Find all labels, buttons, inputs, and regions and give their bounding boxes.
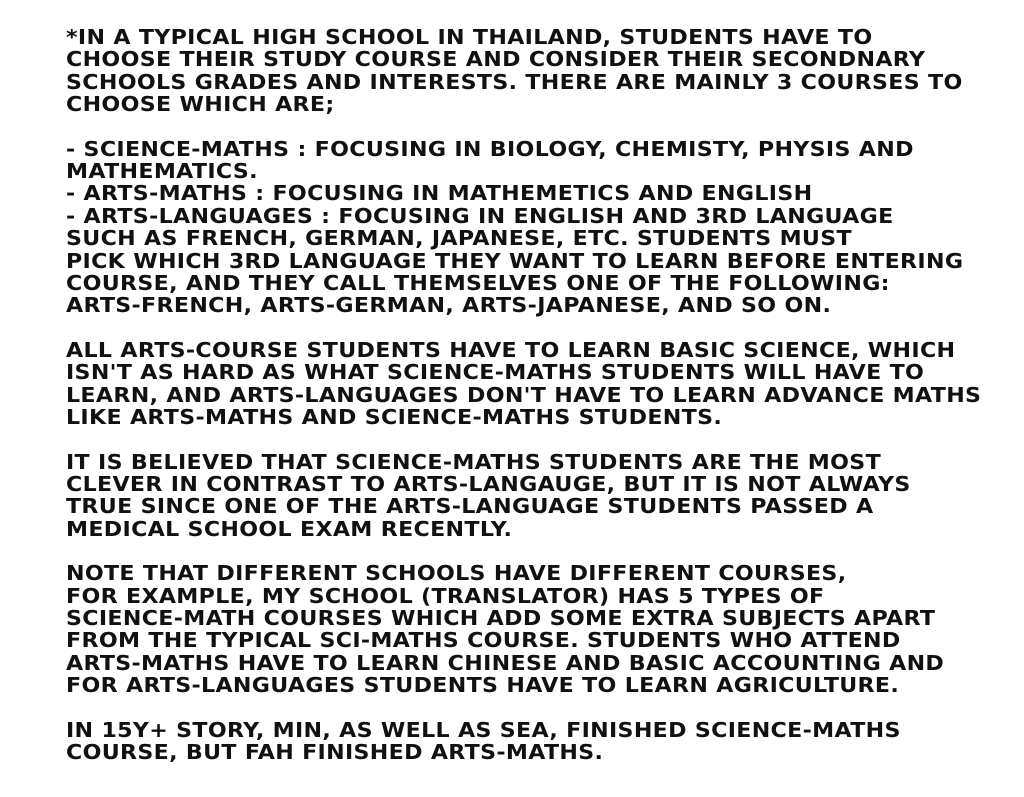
- text-line: LEARN, AND ARTS-LANGUAGES DON'T HAVE TO LEARN ADVANCE MATHS: [66, 382, 982, 407]
- paragraph-arts-science: [66, 339, 1024, 429]
- text-line: *IN A TYPICAL HIGH SCHOOL IN THAILAND, STUDENTS HAVE TO: [66, 25, 873, 49]
- text-line: IN 15Y+ STORY, MIN, AS WELL AS SEA, FINISHED SCIENCE-MATHS: [66, 717, 901, 742]
- text-line: PICK WHICH 3RD LANGUAGE THEY WANT TO LEARN BEFORE ENTERING: [66, 248, 964, 273]
- text-line: SCIENCE-MATH COURSES WHICH ADD SOME EXTRA SUBJECTS APART: [66, 605, 936, 630]
- paragraph-note: [66, 562, 1024, 696]
- text-line: NOTE THAT DIFFERENT SCHOOLS HAVE DIFFERENT COURSES,: [66, 561, 847, 586]
- text-line: MEDICAL SCHOOL EXAM RECENTLY.: [66, 516, 513, 541]
- text-line: SCHOOLS GRADES AND INTERESTS. THERE ARE MAINLY 3 COURSES TO: [66, 69, 963, 94]
- text-line: ARTS-FRENCH, ARTS-GERMAN, ARTS-JAPANESE, AND SO ON.: [66, 293, 832, 318]
- text-line: ALL ARTS-COURSE STUDENTS HAVE TO LEARN BASIC SCIENCE, WHICH: [66, 337, 956, 362]
- paragraph-belief: [66, 451, 1024, 541]
- text-line: FOR EXAMPLE, MY SCHOOL (TRANSLATOR) HAS 5 TYPES OF: [66, 583, 825, 608]
- translator-note: [66, 26, 1024, 785]
- text-line: LIKE ARTS-MATHS AND SCIENCE-MATHS STUDENTS.: [66, 405, 723, 430]
- text-line: SUCH AS FRENCH, GERMAN, JAPANESE, ETC. STUDENTS MUST: [66, 226, 852, 251]
- text-line: IT IS BELIEVED THAT SCIENCE-MATHS STUDENTS ARE THE MOST: [66, 449, 882, 474]
- paragraph-intro: [66, 26, 1024, 116]
- text-line: - SCIENCE-MATHS : FOCUSING IN BIOLOGY, CHEMISTY, PHYSIS AND: [66, 136, 914, 161]
- text-line: ARTS-MATHS HAVE TO LEARN CHINESE AND BASIC ACCOUNTING AND: [66, 650, 945, 675]
- text-line: CHOOSE THEIR STUDY COURSE AND CONSIDER THEIR SECONDNARY: [66, 47, 926, 72]
- text-line: MATHEMATICS.: [66, 159, 258, 184]
- paragraph-course-list: [66, 138, 1024, 317]
- text-line: FOR ARTS-LANGUAGES STUDENTS HAVE TO LEARN AGRICULTURE.: [66, 673, 900, 698]
- paragraph-story: [66, 719, 1024, 764]
- text-line: COURSE, AND THEY CALL THEMSELVES ONE OF THE FOLLOWING:: [66, 271, 890, 296]
- text-line: ISN'T AS HARD AS WHAT SCIENCE-MATHS STUDENTS WILL HAVE TO: [66, 360, 925, 385]
- text-line: - ARTS-MATHS : FOCUSING IN MATHEMETICS AND ENGLISH: [66, 181, 813, 206]
- text-line: TRUE SINCE ONE OF THE ARTS-LANGUAGE STUDENTS PASSED A: [66, 494, 874, 519]
- text-line: FROM THE TYPICAL SCI-MATHS COURSE. STUDENTS WHO ATTEND: [66, 628, 901, 653]
- text-line: CLEVER IN CONTRAST TO ARTS-LANGAUGE, BUT IT IS NOT ALWAYS: [66, 471, 911, 496]
- text-line: - ARTS-LANGUAGES : FOCUSING IN ENGLISH AND 3RD LANGUAGE: [66, 203, 894, 228]
- text-line: CHOOSE WHICH ARE;: [66, 92, 335, 117]
- text-line: COURSE, BUT FAH FINISHED ARTS-MATHS.: [66, 739, 604, 764]
